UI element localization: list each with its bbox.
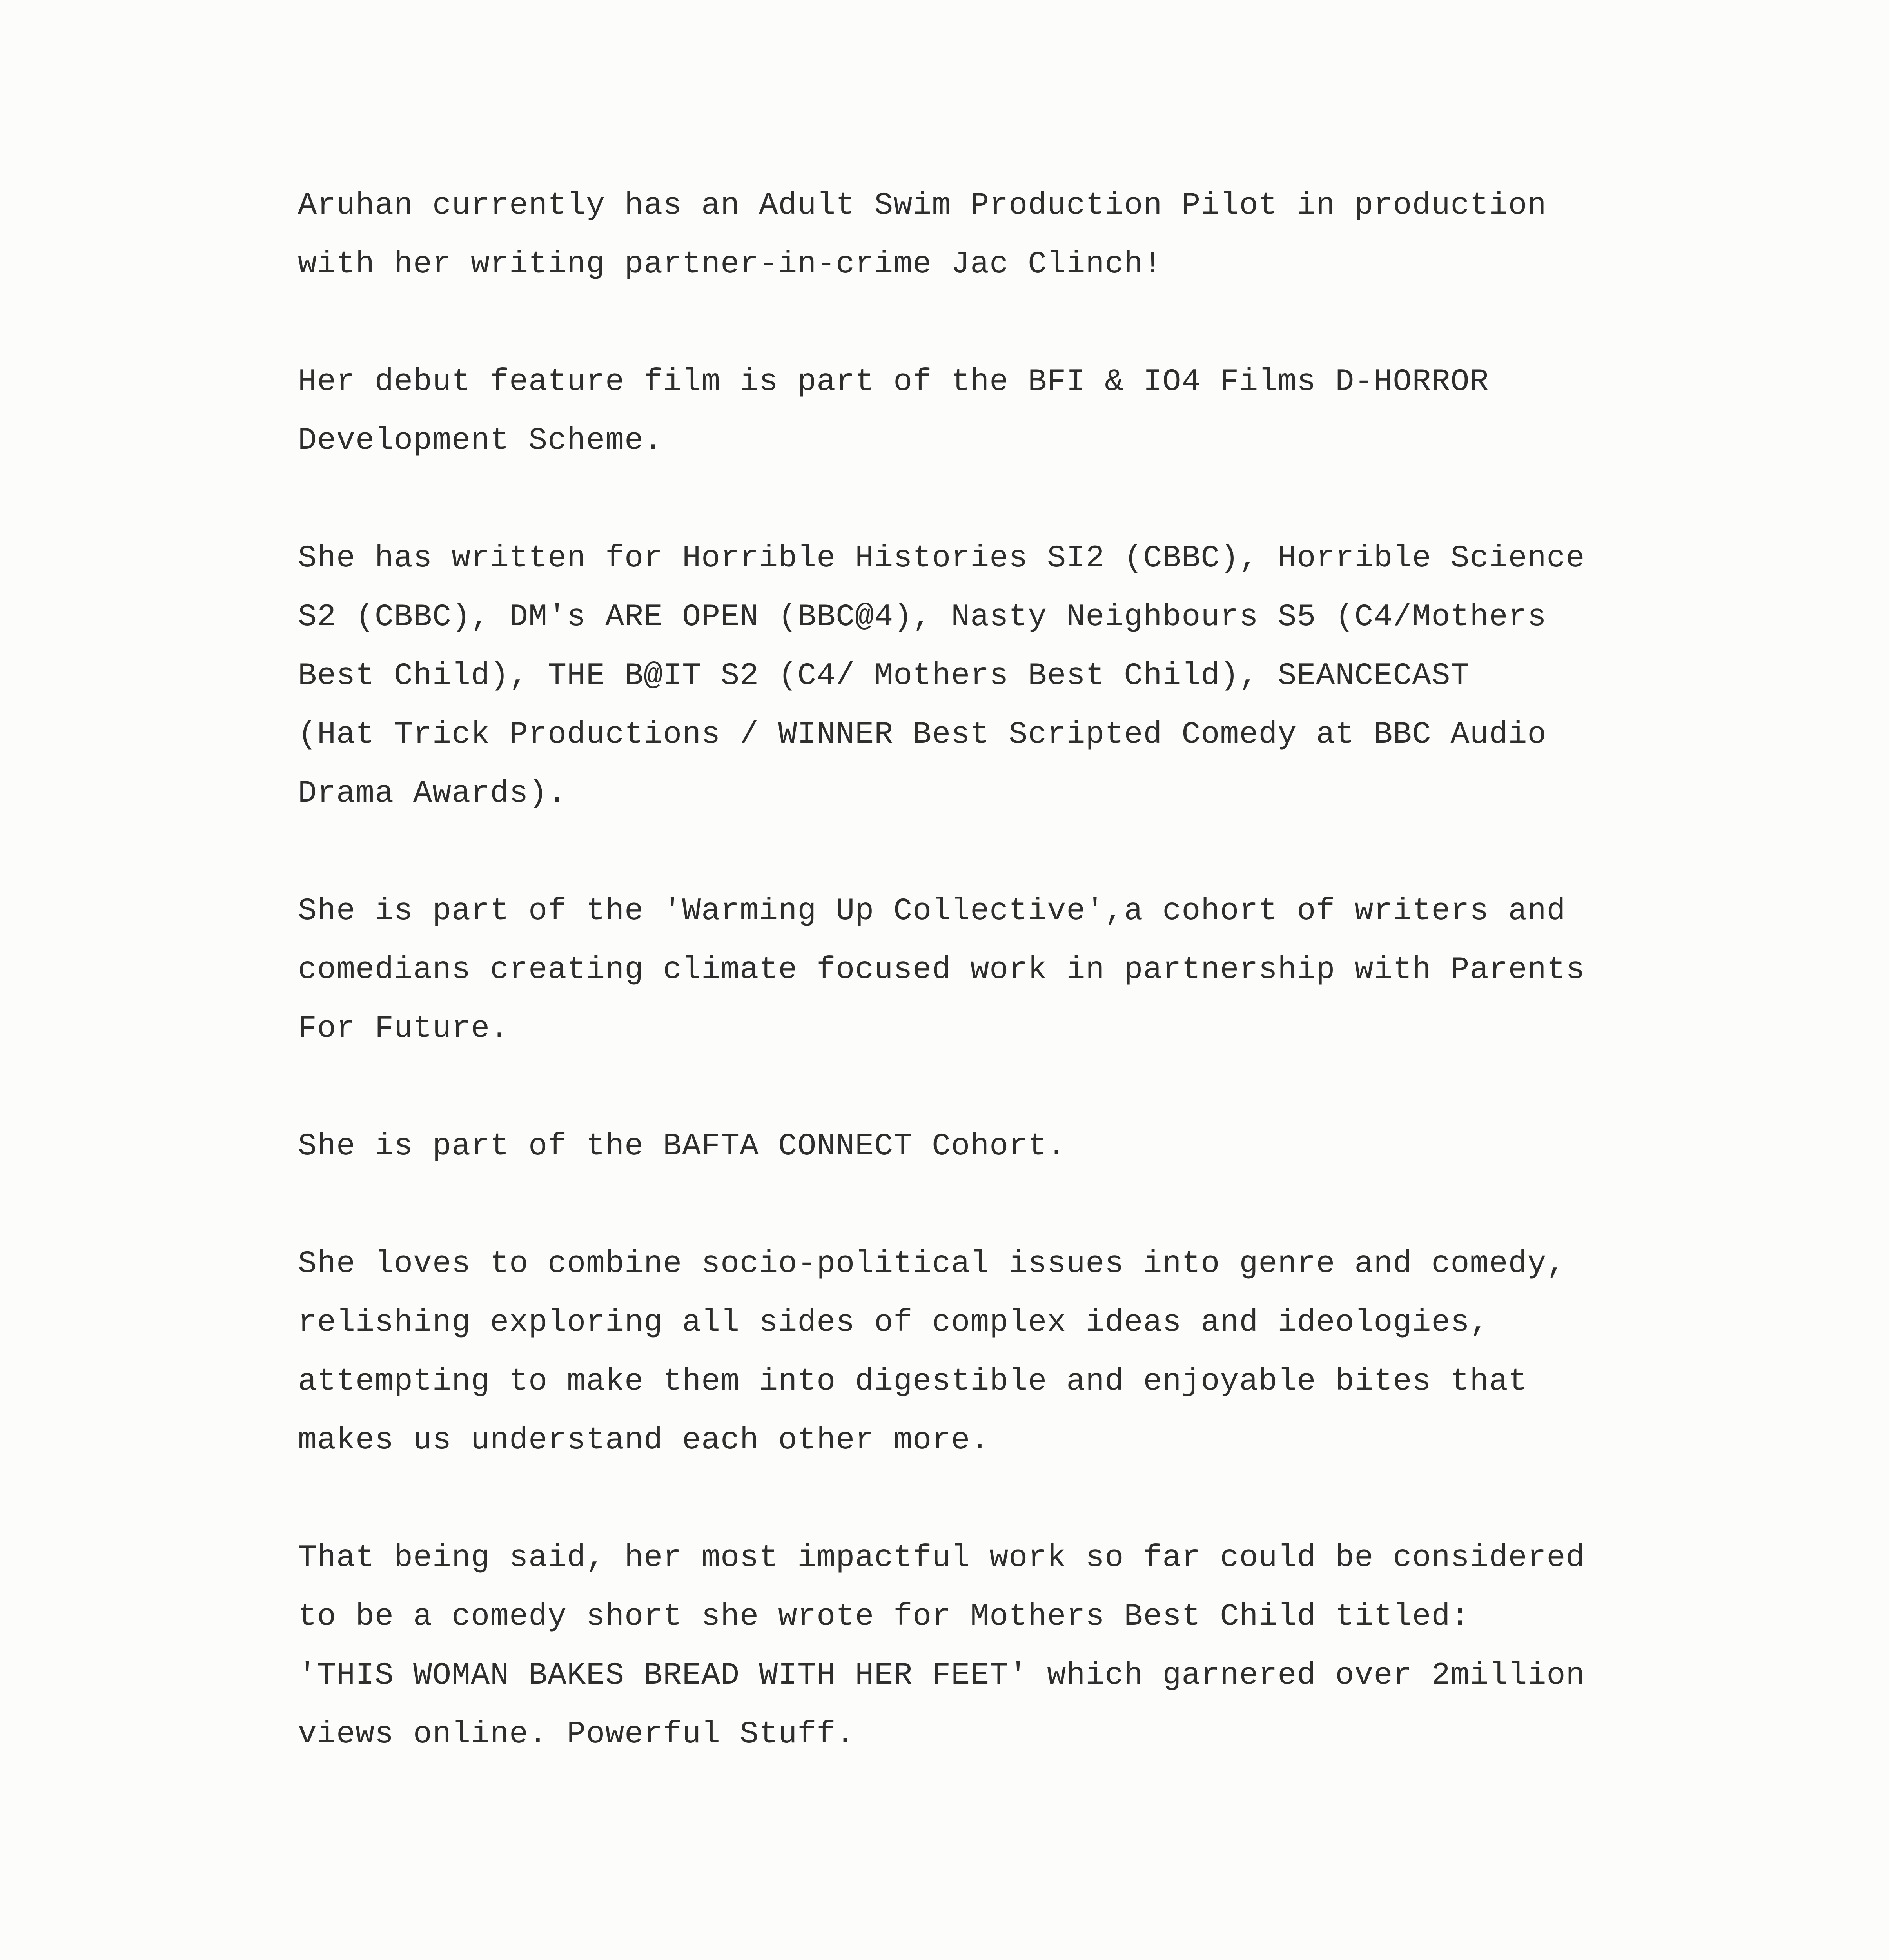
paragraph-bafta-connect — [298, 1117, 1631, 1176]
text-line: She is part of the BAFTA CONNECT Cohort. — [298, 1129, 1067, 1164]
paragraph-adult-swim-pilot — [298, 176, 1631, 294]
text-line: Best Child), THE B@IT S2 (C4/ Mothers Best Child), SEANCECAST — [298, 658, 1470, 694]
text-line: views online. Powerful Stuff. — [298, 1717, 855, 1752]
paragraph-impactful-work — [298, 1529, 1631, 1764]
text-line: to be a comedy short she wrote for Mothers Best Child titled: — [298, 1599, 1470, 1635]
text-line: Development Scheme. — [298, 423, 663, 459]
text-line: Aruhan currently has an Adult Swim Production Pilot in production — [298, 188, 1547, 223]
paragraph-debut-feature — [298, 353, 1631, 470]
text-line: She is part of the 'Warming Up Collective',a cohort of writers and — [298, 893, 1566, 929]
text-line: Her debut feature film is part of the BFI & IO4 Films D-HORROR — [298, 364, 1489, 400]
paragraph-writing-credits — [298, 529, 1631, 823]
document-body — [298, 176, 1631, 1823]
paragraph-warming-up-collective — [298, 882, 1631, 1058]
text-line: relishing exploring all sides of complex ideas and ideologies, — [298, 1305, 1489, 1341]
paragraph-interests — [298, 1235, 1631, 1470]
text-line: Drama Awards). — [298, 776, 567, 811]
text-line: attempting to make them into digestible and enjoyable bites that — [298, 1364, 1528, 1399]
text-line: (Hat Trick Productions / WINNER Best Scripted Comedy at BBC Audio — [298, 717, 1547, 753]
text-line: 'THIS WOMAN BAKES BREAD WITH HER FEET' which garnered over 2million — [298, 1658, 1585, 1693]
text-line: For Future. — [298, 1011, 510, 1047]
text-line: with her writing partner-in-crime Jac Clinch! — [298, 247, 1163, 282]
text-line: She has written for Horrible Histories SI2 (CBBC), Horrible Science — [298, 541, 1585, 576]
text-line: S2 (CBBC), DM's ARE OPEN (BBC@4), Nasty Neighbours S5 (C4/Mothers — [298, 599, 1547, 635]
text-line: comedians creating climate focused work in partnership with Parents — [298, 952, 1585, 988]
text-line: makes us understand each other more. — [298, 1423, 990, 1458]
text-line: She loves to combine socio-political issues into genre and comedy, — [298, 1246, 1566, 1282]
text-line: That being said, her most impactful work so far could be considered — [298, 1540, 1585, 1576]
